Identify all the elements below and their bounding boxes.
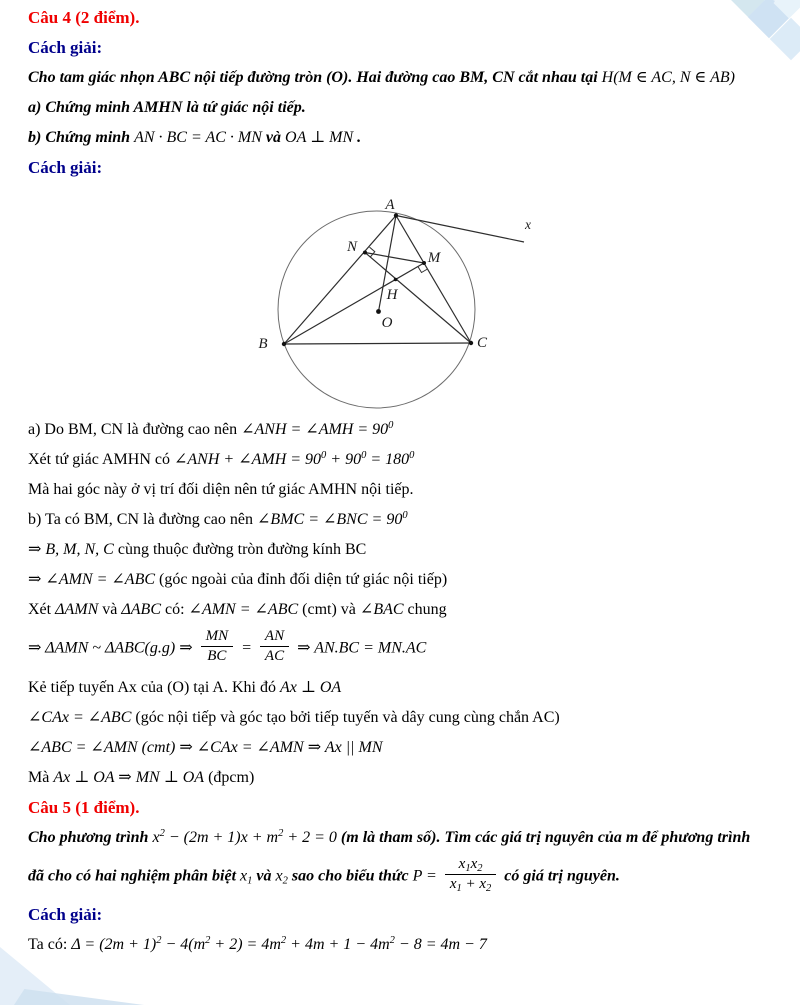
math-run: − (2m + 1)x + m <box>164 828 279 846</box>
subscript: 2 <box>477 862 483 874</box>
subscript: 1 <box>465 862 471 874</box>
superscript: 0 <box>388 420 394 431</box>
subscript: 1 <box>456 882 462 894</box>
subscript: 2 <box>486 882 492 894</box>
label-B: B <box>258 336 268 352</box>
point-dot-O <box>376 309 381 314</box>
text-run: và <box>252 866 276 884</box>
math-run: + 90 <box>326 451 362 468</box>
fraction-numerator <box>260 628 289 647</box>
math-run: − 8 = 4m − 7 <box>394 936 487 953</box>
problem-statement <box>28 128 786 148</box>
math-run: ∠BAC <box>359 601 404 618</box>
math-run: OA ⊥ MN <box>285 129 354 146</box>
math-run: ⇒ ΔAMN ~ ΔABC(g.g) ⇒ <box>28 639 197 657</box>
text-run: và <box>98 601 122 618</box>
text-run: a) Chứng minh AMHN là tứ giác nội tiếp. <box>28 99 306 116</box>
problem-statement <box>28 68 786 88</box>
fraction <box>201 628 234 666</box>
text-run: sao cho biểu thức <box>287 866 413 884</box>
math-run: Ax ⊥ OA ⇒ MN ⊥ OA <box>53 768 205 786</box>
section-solution <box>28 420 786 955</box>
math-run: + 2) = 4m <box>210 936 281 953</box>
solution-line <box>28 600 786 620</box>
text-run: (góc ngoài của đỉnh đối diện tứ giác nội tiếp) <box>155 571 448 588</box>
math-run: Δ = (2m + 1) <box>71 936 157 953</box>
right-angle-mark-N <box>370 247 375 257</box>
solution-line <box>28 630 786 668</box>
superscript: 2 <box>280 935 287 946</box>
math-run: + x <box>461 875 487 892</box>
math-run: AC <box>264 648 285 665</box>
math-run: x <box>458 855 466 872</box>
text-run: Cách giải: <box>28 905 103 924</box>
line-AC <box>396 216 471 344</box>
line-AB <box>284 216 396 345</box>
problem-statement <box>28 98 786 118</box>
problem-statement <box>28 855 786 896</box>
corner-decoration-triangle <box>14 989 144 1005</box>
text-run: Cho phương trình <box>28 828 153 846</box>
math-run: x <box>275 866 283 884</box>
method-heading <box>28 905 786 925</box>
label-x: x <box>525 217 531 232</box>
point-dot-B <box>282 342 286 346</box>
fraction-denominator <box>201 647 234 665</box>
superscript: 2 <box>389 935 395 946</box>
math-run: ΔABC <box>121 601 161 618</box>
math-run: ∠CAx = ∠ABC <box>28 708 132 726</box>
math-run: Ax ⊥ OA <box>279 678 342 696</box>
text-run: đã cho có hai nghiệm phân biệt <box>28 866 241 884</box>
superscript: 0 <box>402 510 408 521</box>
text-run: a) Do BM, CN là đường cao nên <box>28 421 242 438</box>
text-run: cùng thuộc đường tròn đường kính BC <box>113 541 367 558</box>
fraction-numerator <box>201 628 234 647</box>
method-heading <box>28 38 786 58</box>
label-O: O <box>381 315 393 331</box>
superscript: 2 <box>156 935 162 946</box>
math-run: ΔAMN <box>55 601 99 618</box>
math-run: AN <box>264 628 285 644</box>
solution-line <box>28 768 786 788</box>
math-run: ∠ANH + ∠AMH = 90 <box>173 451 322 468</box>
subscript: 2 <box>282 874 288 886</box>
solution-line <box>28 935 786 955</box>
math-run: x <box>449 875 457 892</box>
text-run: b) Chứng minh <box>28 129 135 146</box>
math-run: = <box>237 639 256 657</box>
problem-statement <box>28 828 786 848</box>
solution-line <box>28 738 786 758</box>
math-run: MN <box>205 628 229 644</box>
text-run: Kẻ tiếp tuyến Ax của (O) tại A. Khi đó <box>28 678 280 696</box>
point-dot-H <box>394 278 398 282</box>
solution-line <box>28 450 786 470</box>
section-cau-4 <box>28 8 786 178</box>
superscript: 2 <box>159 827 165 839</box>
section-heading <box>28 798 786 818</box>
text-run: và <box>261 129 286 146</box>
math-run: P = <box>412 866 441 884</box>
math-run: + 2 = 0 <box>283 828 337 846</box>
solution-line <box>28 420 786 440</box>
solution-line <box>28 540 786 560</box>
fraction-denominator <box>445 875 496 893</box>
superscript: 0 <box>409 450 415 461</box>
superscript: 0 <box>361 450 367 461</box>
solution-line <box>28 678 786 698</box>
point-dot-C <box>469 341 473 345</box>
superscript: 2 <box>278 827 284 839</box>
fraction <box>445 856 496 894</box>
text-run: có giá trị nguyên. <box>500 866 620 884</box>
superscript: 2 <box>205 935 211 946</box>
solution-line <box>28 708 786 728</box>
section-heading <box>28 8 786 28</box>
text-run: Câu 5 (1 điểm). <box>28 797 140 817</box>
line-BM-altitude <box>284 263 424 344</box>
text-run: Câu 4 (2 điểm). <box>28 8 140 27</box>
method-heading <box>28 158 786 178</box>
text-run: (m là tham số). Tìm các giá trị nguyên của m để phương trình <box>336 828 751 846</box>
text-run: b) Ta có BM, CN là đường cao nên <box>28 511 258 528</box>
text-run: có: <box>161 601 189 618</box>
text-run: chung <box>403 601 447 618</box>
solution-line <box>28 510 786 530</box>
text-run: . <box>353 129 362 146</box>
point-dot-N <box>363 251 367 255</box>
fraction <box>260 628 289 666</box>
text-run: (đpcm) <box>204 768 255 786</box>
label-A: A <box>385 197 395 213</box>
math-run: x <box>240 866 248 884</box>
text-run: Cách giải: <box>28 38 103 57</box>
label-N: N <box>346 239 358 255</box>
text-run: Ta có: <box>28 936 72 953</box>
math-run: AN · BC = AC · MN <box>134 129 262 146</box>
math-run: BC <box>207 648 227 665</box>
math-run: ⇒ ∠AMN = ∠ABC <box>28 571 156 588</box>
text-run: Cách giải: <box>28 158 103 177</box>
fraction-denominator <box>260 647 289 665</box>
fraction-numerator <box>445 856 496 875</box>
line-NM <box>365 253 424 264</box>
math-run: ⇒ B, M, N, C <box>28 541 114 558</box>
label-M: M <box>427 250 441 266</box>
solution-line <box>28 570 786 590</box>
math-run: = 180 <box>366 451 410 468</box>
subscript: 1 <box>247 874 253 886</box>
point-dot-M <box>422 261 426 265</box>
math-run: ∠ANH = ∠AMH = 90 <box>241 421 389 438</box>
text-run: Cho tam giác nhọn ABC nội tiếp đường tròn (O). Hai đường cao BM, CN cắt nhau tại <box>28 69 602 86</box>
geometry-figure <box>240 184 562 414</box>
solution-line <box>28 480 786 500</box>
math-run: ∠ABC = ∠AMN (cmt) ⇒ ∠CAx = ∠AMN ⇒ Ax || MN <box>28 738 383 756</box>
line-BC <box>284 343 471 344</box>
math-run: ∠AMN = ∠ABC <box>188 601 299 618</box>
label-C: C <box>476 335 488 351</box>
math-run: H(M ∈ AC, N ∈ AB) <box>601 69 735 86</box>
text-run: Xét tứ giác AMHN có <box>28 451 174 468</box>
text-run: Mà hai góc này ở vị trí đối diện nên tứ giác AMHN nội tiếp. <box>28 481 414 498</box>
text-run: Mà <box>28 768 54 786</box>
math-run: ⇒ AN.BC = MN.AC <box>293 639 427 657</box>
label-H: H <box>386 287 398 303</box>
line-Ax-tangent <box>396 216 524 243</box>
math-run: ∠BMC = ∠BNC = 90 <box>257 511 403 528</box>
point-dot-A <box>394 213 398 217</box>
circle-O <box>278 211 475 408</box>
text-run: (góc nội tiếp và góc tạo bởi tiếp tuyến và dây cung cùng chắn AC) <box>131 708 560 726</box>
math-run: x <box>470 855 478 872</box>
math-run: + 4m + 1 − 4m <box>286 936 390 953</box>
math-run: − 4(m <box>161 936 206 953</box>
math-run: x <box>152 828 160 846</box>
circle-diagram <box>240 184 562 414</box>
superscript: 0 <box>321 450 327 461</box>
text-run: Xét <box>28 601 56 618</box>
text-run: (cmt) và <box>298 601 360 618</box>
